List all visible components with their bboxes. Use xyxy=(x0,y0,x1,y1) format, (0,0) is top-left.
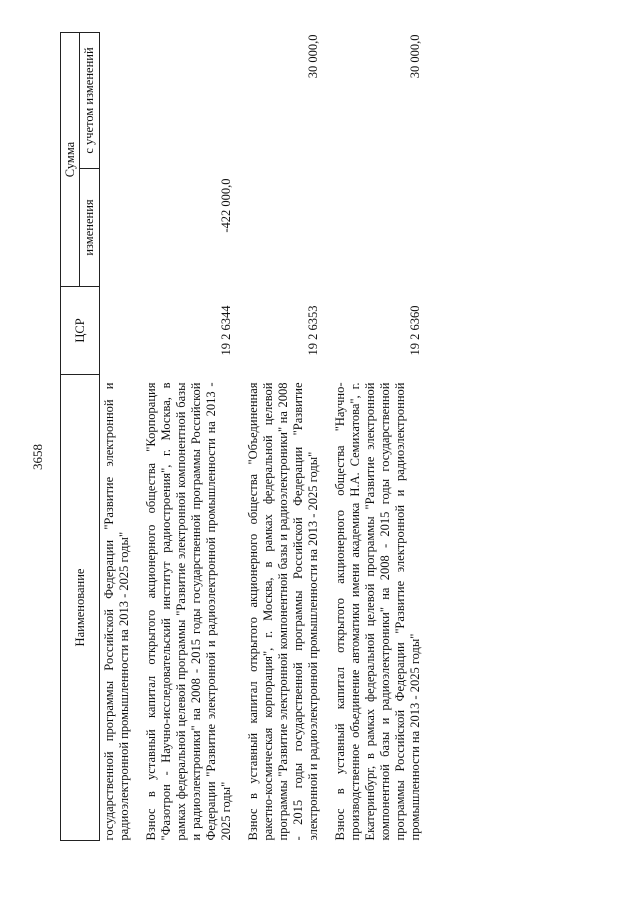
row-csr xyxy=(99,287,140,375)
row-total: 30 000,0 xyxy=(407,34,422,79)
row-name: Взнос в уставный капитал открытого акционерного общества "Научно-производственное объединение автоматики имени академика Н.А. Семихатова", г. Екатеринбург, в рамках федеральной целевой программы "Развитие электронной компонентной базы и радиоэлектроники" на 2008 - 2015 годы государственной программы Российской Федерации "Развитие электронной и радиоэлектронной промышленности на 2013 - 2025 годы" xyxy=(332,382,422,841)
row-name: государственной программы Российской Федерации "Развитие электронной и радиоэлектронной промышленности на 2013 - 2025 годы" xyxy=(101,382,131,841)
row-total xyxy=(99,33,140,169)
row-name: Взнос в уставный капитал открытого акционерного общества "Объединенная ракетно-космическая корпорация", г. Москва, в рамках федеральной целевой программы "Развитие электронной компонентной базы и радиоэлектроники" на 2008 - 2015 годы государственной программы Российской Федерации "Развитие электронной и радиоэлектронной промышленности на 2013 - 2025 годы" xyxy=(245,382,320,841)
page-number: 3658 xyxy=(30,444,45,470)
row-csr: 19 2 6360 xyxy=(407,305,422,356)
row-csr: 19 2 6344 xyxy=(218,305,233,356)
row-total: 30 000,0 xyxy=(305,34,320,79)
budget-table xyxy=(60,32,431,841)
header-sum: Сумма xyxy=(61,33,80,287)
header-changes: изменения xyxy=(80,169,99,287)
row-change xyxy=(329,169,431,287)
table-row xyxy=(329,33,431,841)
header-with-changes: с учетом изменений xyxy=(80,33,99,169)
row-change xyxy=(242,169,329,287)
row-csr: 19 2 6353 xyxy=(305,305,320,356)
row-change xyxy=(99,169,140,287)
table-row xyxy=(140,33,242,841)
table-row xyxy=(99,33,140,841)
row-change: -422 000,0 xyxy=(218,178,233,233)
header-name: Наименование xyxy=(61,375,100,841)
table-row xyxy=(242,33,329,841)
header-csr: ЦСР xyxy=(61,287,100,375)
row-name: Взнос в уставный капитал открытого акционерного общества "Корпорация "Фазотрон - Научно-исследовательский институт радиостроения", г. Москва, в рамках федеральной целевой программы "Развитие электронной компонентной базы и радиоэлектроники" на 2008 - 2015 годы государственной программы Российской Федерации "Развитие электронной и радиоэлектронной промышленности на 2013 - 2025 годы" xyxy=(143,382,233,841)
row-total xyxy=(140,33,242,169)
